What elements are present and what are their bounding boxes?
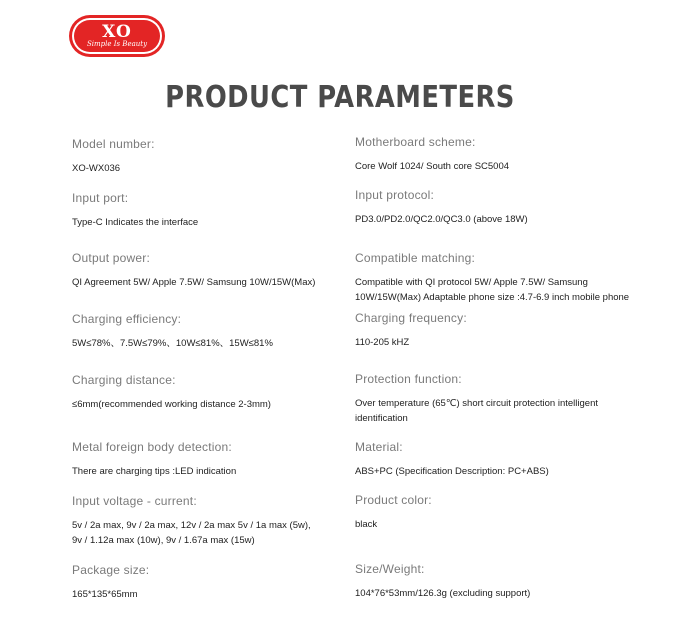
param-value-line: ≤6mm(recommended working distance 2-3mm) (72, 399, 271, 410)
param-value (355, 517, 645, 532)
param-value-line: Type-C Indicates the interface (72, 217, 199, 228)
param-value (72, 464, 362, 479)
param-label: Protection function: (355, 372, 462, 386)
param-value (355, 212, 645, 227)
param-value-line: black (355, 519, 378, 530)
param-value-line: QI Agreement 5W/ Apple 7.5W/ Samsung 10W/15W(Max) (72, 277, 316, 288)
param-value-line: Core Wolf 1024/ South core SC5004 (355, 161, 510, 172)
param-value (72, 336, 362, 351)
param-value-line: ABS+PC (Specification Description: PC+ABS) (355, 466, 549, 477)
param-value (72, 397, 362, 412)
param-product-color (355, 493, 645, 532)
param-value-line: There are charging tips :LED indication (72, 466, 237, 477)
param-input-protocol (355, 188, 645, 227)
param-size-weight (355, 562, 645, 601)
param-label: Model number: (72, 137, 155, 151)
param-value (355, 275, 645, 305)
param-value (355, 335, 645, 350)
param-value-line: 5v / 2a max, 9v / 2a max, 12v / 2a max 5v / 1a max (5w), (72, 520, 311, 531)
param-value-line: 110-205 kHZ (355, 337, 410, 348)
logo-mark: XO (102, 21, 132, 42)
param-label: Input voltage - current: (72, 494, 197, 508)
param-value (72, 275, 362, 290)
param-charging-frequency (355, 311, 645, 350)
param-value (72, 518, 362, 548)
param-value (355, 396, 645, 426)
param-value-line: 104*76*53mm/126.3g (excluding support) (355, 588, 531, 599)
param-model-number (72, 137, 362, 176)
param-value-line: Compatible with QI protocol 5W/ Apple 7.5W/ Samsung (355, 277, 588, 288)
param-motherboard-scheme (355, 135, 645, 174)
param-protection-function (355, 372, 645, 426)
param-value (72, 587, 362, 602)
param-value-line: Over temperature (65℃) short circuit protection intelligent (355, 398, 598, 409)
param-value (72, 215, 362, 230)
param-label: Charging frequency: (355, 311, 467, 325)
param-label: Metal foreign body detection: (72, 440, 232, 454)
param-label: Size/Weight: (355, 562, 425, 576)
param-output-power (72, 251, 362, 290)
page-title: PRODUCT PARAMETERS (165, 80, 515, 115)
param-label: Compatible matching: (355, 251, 476, 265)
param-value (355, 464, 645, 479)
param-package-size (72, 563, 362, 602)
param-material (355, 440, 645, 479)
param-value-line: 10W/15W(Max) Adaptable phone size :4.7-6.9 inch mobile phone (355, 292, 630, 303)
param-label: Input protocol: (355, 188, 435, 202)
param-value-line: 165*135*65mm (72, 589, 138, 600)
brand-logo (72, 18, 162, 54)
param-compatible-matching (355, 251, 645, 305)
param-label: Output power: (72, 251, 150, 265)
param-value-line: XO-WX036 (72, 163, 121, 174)
param-label: Product color: (355, 493, 432, 507)
param-value (355, 159, 645, 174)
param-label: Charging distance: (72, 373, 176, 387)
param-value-line: PD3.0/PD2.0/QC2.0/QC3.0 (above 18W) (355, 214, 528, 225)
param-value (355, 586, 645, 601)
param-label: Charging efficiency: (72, 312, 182, 326)
logo-slogan: Simple Is Beauty (86, 39, 148, 48)
param-label: Material: (355, 440, 403, 454)
param-value (72, 161, 362, 176)
param-input-port (72, 191, 362, 230)
param-value-line: 9v / 1.12a max (10w), 9v / 1.67a max (15w) (72, 535, 255, 546)
param-charging-distance (72, 373, 362, 412)
param-value-line: identification (355, 413, 408, 424)
param-input-voltage-current (72, 494, 362, 548)
param-label: Package size: (72, 563, 150, 577)
param-label: Input port: (72, 191, 129, 205)
param-metal-detection (72, 440, 362, 479)
param-label: Motherboard scheme: (355, 135, 476, 149)
param-value-line: 5W≤78%、7.5W≤79%、10W≤81%、15W≤81% (72, 338, 273, 349)
param-charging-efficiency (72, 312, 362, 351)
